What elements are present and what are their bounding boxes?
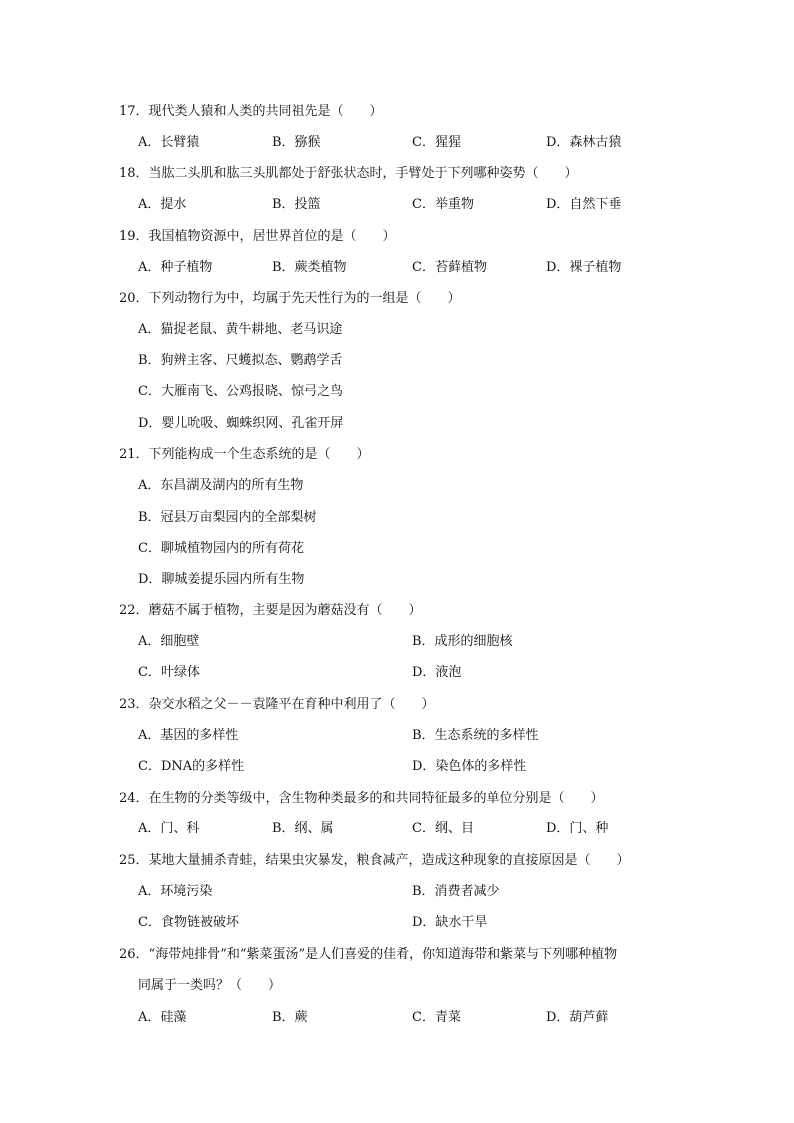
question-19-stem: 19．我国植物资源中，居世界首位的是（ ）: [119, 229, 396, 244]
question-20-stem: 20．下列动物行为中，均属于先天性行为的一组是（ ）: [119, 291, 461, 306]
question-18-option-b: B．投篮: [272, 197, 321, 212]
question-25-option-c: C．食物链被破坏: [138, 915, 239, 930]
question-18-option-c: C．举重物: [412, 197, 474, 212]
question-25-option-d: D．缺水干旱: [412, 915, 488, 930]
question-21-stem: 21．下列能构成一个生态系统的是（ ）: [119, 447, 370, 462]
question-17-option-b: B．猕猴: [272, 135, 321, 150]
question-21-option-b: B．冠县万亩梨园内的全部梨树: [138, 510, 317, 525]
question-24-option-b: B．纲、属: [272, 821, 334, 836]
question-18-option-d: D．自然下垂: [546, 197, 622, 212]
question-20-option-c: C．大雁南飞、公鸡报晓、惊弓之鸟: [138, 384, 343, 399]
question-24-option-c: C．纲、目: [412, 821, 474, 836]
question-23-option-b: B．生态系统的多样性: [412, 728, 539, 743]
question-19-option-c: C．苔藓植物: [412, 260, 487, 275]
question-22-stem: 22．蘑菇不属于植物，主要是因为蘑菇没有（ ）: [119, 603, 422, 618]
question-23-option-c: C．DNA的多样性: [138, 759, 245, 774]
question-23-option-a: A．基因的多样性: [138, 728, 239, 743]
question-17-option-d: D．森林古猿: [546, 135, 622, 150]
question-23-stem: 23．杂交水稻之父－－袁隆平在育种中利用了（ ）: [119, 697, 435, 712]
question-22-option-a: A．细胞壁: [138, 634, 200, 649]
question-26-option-d: D．葫芦藓: [546, 1010, 609, 1025]
question-22-option-c: C．叶绿体: [138, 665, 200, 680]
question-17-option-a: A．长臂猿: [138, 135, 200, 150]
question-18-stem: 18．当肱二头肌和肱三头肌都处于舒张状态时，手臂处于下列哪种姿势（ ）: [119, 166, 578, 181]
question-25-option-a: A．环境污染: [138, 884, 213, 899]
question-22-option-b: B．成形的细胞核: [412, 634, 513, 649]
question-24-stem: 24．在生物的分类等级中，含生物种类最多的和共同特征最多的单位分别是（ ）: [119, 791, 604, 806]
question-24-option-a: A．门、科: [138, 821, 200, 836]
question-22-option-d: D．液泡: [412, 665, 462, 680]
question-21-option-a: A．东昌湖及湖内的所有生物: [138, 478, 304, 493]
question-17-option-c: C．猩猩: [412, 135, 461, 150]
question-25-stem: 25．某地大量捕杀青蛙，结果虫灾暴发，粮食减产，造成这种现象的直接原因是（ ）: [119, 853, 630, 868]
question-26-stem-line-2: 同属于一类吗？（ ）: [138, 978, 282, 993]
question-18-option-a: A．提水: [138, 197, 187, 212]
question-20-option-b: B．狗辨主客、尺蠖拟态、鹦鹉学舌: [138, 353, 343, 368]
question-23-option-d: D．染色体的多样性: [412, 759, 527, 774]
question-17-stem: 17．现代类人猿和人类的共同祖先是（ ）: [119, 104, 383, 119]
question-20-option-d: D．婴儿吮吸、蜘蛛织网、孔雀开屏: [138, 416, 344, 431]
question-19-option-d: D．裸子植物: [546, 260, 622, 275]
question-19-option-a: A．种子植物: [138, 260, 213, 275]
question-26-stem-line-1: 26．“海带炖排骨”和“紫菜蛋汤”是人们喜爱的佳肴，你知道海带和紫菜与下列哪种植物: [119, 947, 618, 962]
question-26-option-c: C．青菜: [412, 1010, 461, 1025]
question-26-option-a: A．硅藻: [138, 1010, 187, 1025]
question-19-option-b: B．蕨类植物: [272, 260, 347, 275]
question-20-option-a: A．猫捉老鼠、黄牛耕地、老马识途: [138, 322, 343, 337]
question-25-option-b: B．消费者减少: [412, 884, 500, 899]
question-21-option-c: C．聊城植物园内的所有荷花: [138, 541, 304, 556]
question-24-option-d: D．门、种: [546, 821, 609, 836]
question-21-option-d: D．聊城姜提乐园内所有生物: [138, 572, 305, 587]
question-26-option-b: B．蕨: [272, 1010, 308, 1025]
